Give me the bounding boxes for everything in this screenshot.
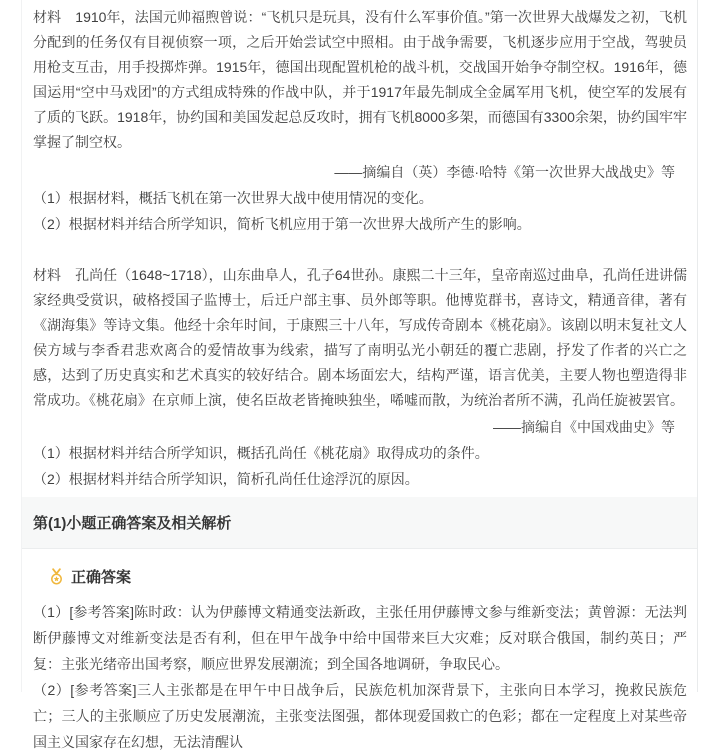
question-detail-card: [21, 0, 698, 750]
correct-answer-label-row: [22, 566, 697, 587]
material-1-source: ——摘编自（英）李德·哈特《第一次世界大战战史》等: [334, 164, 675, 180]
answer-section-title: 第(1)小题正确答案及相关解析: [33, 515, 232, 532]
material-2-question-2: （2）根据材料并结合所学知识，简析孔尚任仕途浮沉的原因。: [33, 471, 419, 487]
answer-section-header: [22, 497, 697, 549]
medal-icon: [49, 568, 64, 585]
material-2-question-1: （1）根据材料并结合所学知识，概括孔尚任《桃花扇》取得成功的条件。: [33, 445, 489, 461]
material-1-question-1: （1）根据材料，概括飞机在第一次世界大战中使用情况的变化。: [33, 190, 433, 206]
material-1-paragraph: 材料 1910年，法国元帅福煦曾说：“飞机只是玩具，没有什么军事价值。”第一次世界大战爆发之初，飞机分配到的任务仅有目视侦察一项，之后开始尝试空中照相。由于战争需要，飞机逐步应用于空战，驾驶员用枪支互击，用手投掷炸弹。1915年，德国出现配置机枪的战斗机，交战国开始争夺制空权。1916年，德国运用“空中马戏团”的方式组成特殊的作战中队，并于1917年最先制成全金属军用飞机，使空军的发展有了质的飞跃。1918年，协约国和美国发起总反攻时，拥有飞机8000多架，而德国有3300余架，协约国牢牢掌握了制空权。: [33, 9, 687, 150]
correct-answer-label: 正确答案: [71, 569, 132, 586]
answer-paragraph-2: （2）[参考答案]三人主张都是在甲午中日战争后，民族危机加深背景下，主张向日本学习，挽救民族危亡；三人的主张顺应了历史发展潮流，主张变法图强，都体现爱国救亡的色彩；都在一定程度上对某些帝国主义国家存在幻想，无法清醒认: [33, 682, 687, 750]
answer-paragraph-1: （1）[参考答案]陈时政：认为伊藤博文精通变法新政，主张任用伊藤博文参与维新变法；黄曾源：无法判断伊藤博文对维新变法是否有利，但在甲午战争中给中国带来巨大灾难；反对联合俄国，制约英日；严复：主张光绪帝出国考察，顺应世界发展潮流；到全国各地调研，争取民心。: [33, 604, 687, 672]
material-1-question-2: （2）根据材料并结合所学知识，简析飞机应用于第一次世界大战所产生的影响。: [33, 216, 531, 232]
material-2-source: ——摘编自《中国戏曲史》等: [493, 419, 675, 435]
material-2-paragraph: 材料 孔尚任（1648~1718），山东曲阜人，孔子64世孙。康熙二十三年，皇帝南巡过曲阜，孔尚任进讲儒家经典受赏识，破格授国子监博士，后迁户部主事、员外郎等职。他博览群书，喜诗文，精通音律，著有《湖海集》等诗文集。他经十余年时间，于康熙三十八年，写成传奇剧本《桃花扇》。该剧以明末复社文人侯方域与李香君悲欢离合的爱情故事为线索，描写了南明弘光小朝廷的覆亡悲剧，抒发了作者的兴亡之感，达到了历史真实和艺术真实的较好结合。剧本场面宏大，结构严谨，语言优美，主要人物也塑造得非常成功。《桃花扇》在京师上演，使名臣故老皆掩映独坐，唏嘘而散，为统治者所不满，孔尚任旋被罢官。: [33, 267, 687, 408]
